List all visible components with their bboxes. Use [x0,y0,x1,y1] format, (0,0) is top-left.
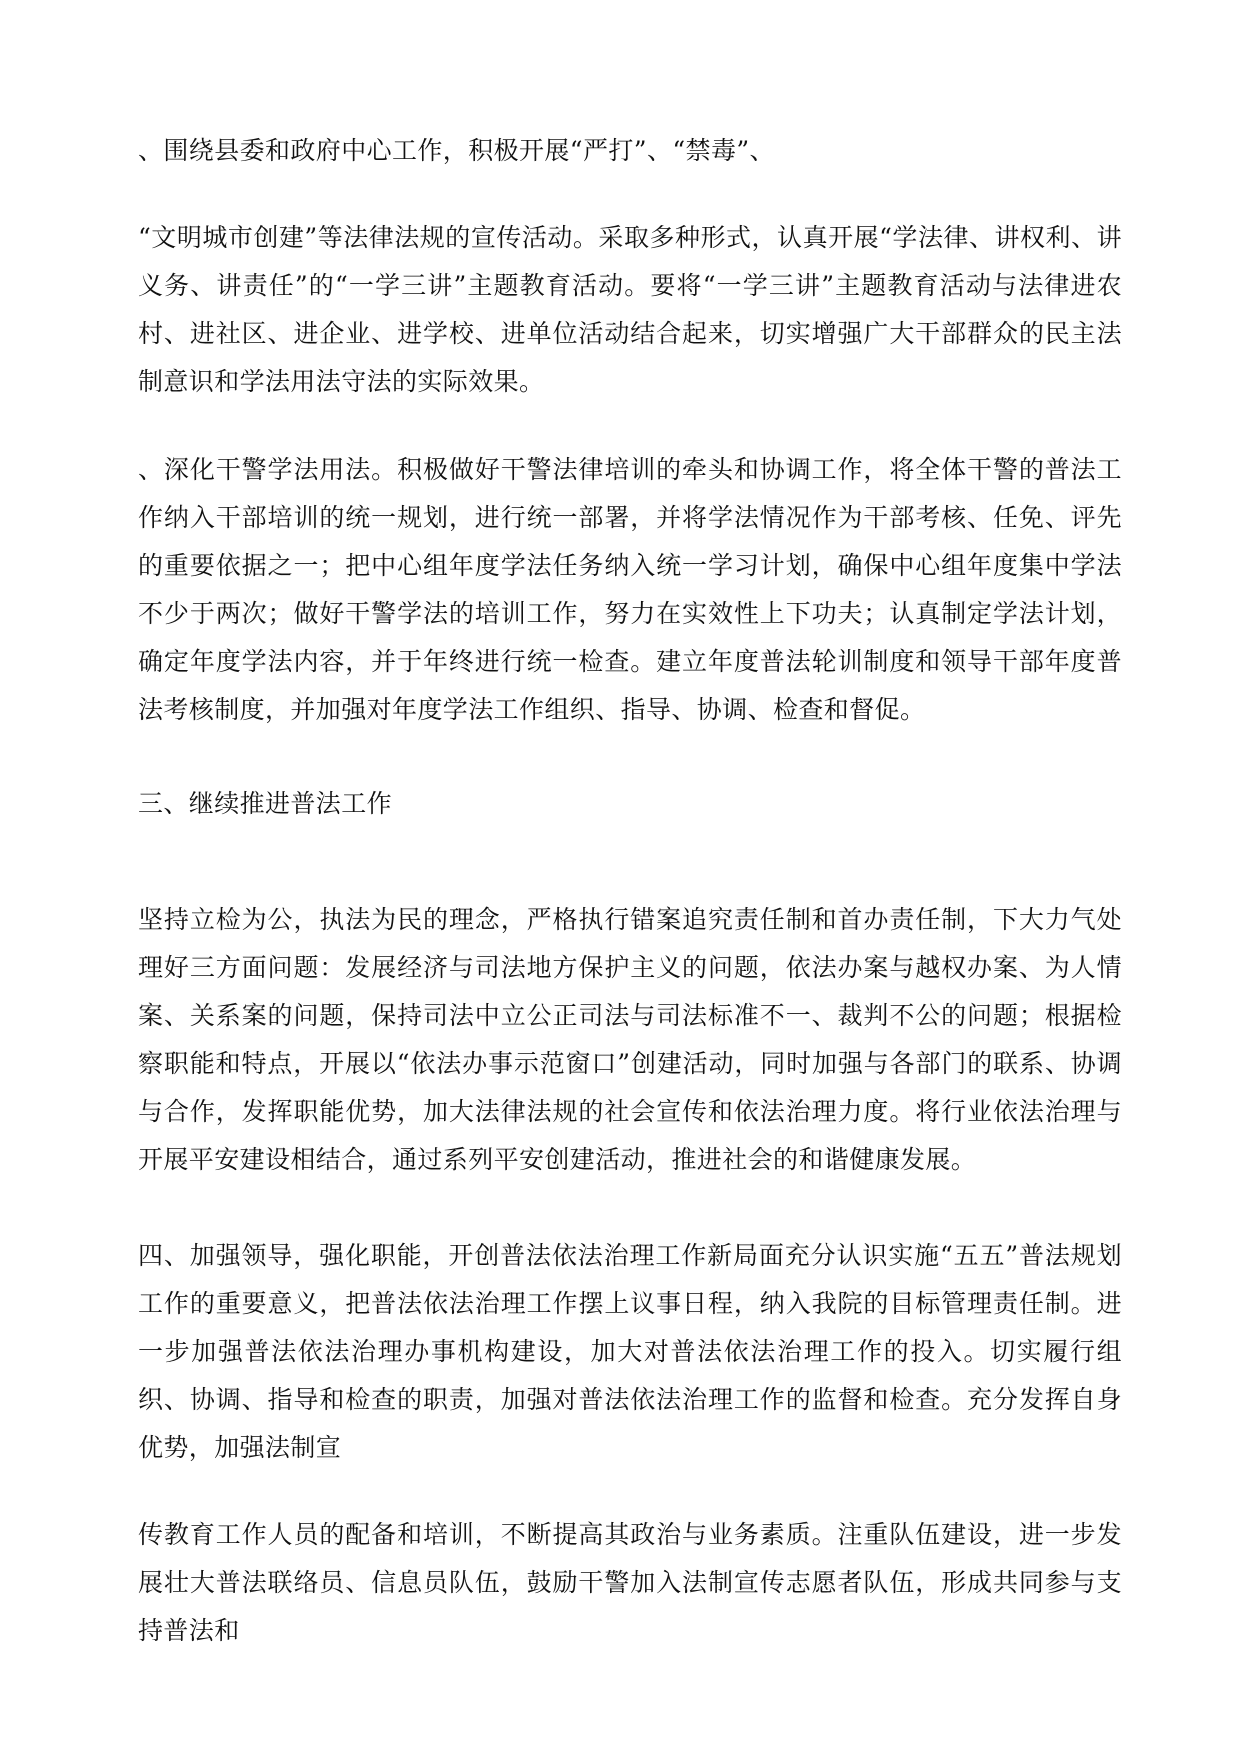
paragraph-2-text: “文明城市创建”等法律法规的宣传活动。采取多种形式，认真开展“学法律、讲权利、讲义务、讲责任”的“一学三讲”主题教育活动。要将“一学三讲”主题教育活动与法律进农村、进社区、进企业、进学校、进单位活动结合起来，切实增强广大干部群众的民主法制意识和学法用法守法的实际效果。 [138,223,1122,396]
paragraph-1 [138,127,1122,175]
paragraph-2 [138,214,1122,406]
paragraph-7 [138,1511,1122,1655]
paragraph-3 [138,446,1122,734]
paragraph-6 [138,1232,1122,1472]
paragraph-1-text: 、围绕县委和政府中心工作，积极开展“严打”、“禁毒”、 [138,136,775,165]
section-heading-3 [138,780,1122,828]
section-heading-3-text: 三、继续推进普法工作 [138,789,393,818]
paragraph-3-text: 、深化干警学法用法。积极做好干警法律培训的牵头和协调工作，将全体干警的普法工作纳入干部培训的统一规划，进行统一部署，并将学法情况作为干部考核、任免、评先的重要依据之一；把中心组年度学法任务纳入统一学习计划，确保中心组年度集中学法不少于两次；做好干警学法的培训工作，努力在实效性上下功夫；认真制定学法计划，确定年度学法内容，并于年终进行统一检查。建立年度普法轮训制度和领导干部年度普法考核制度，并加强对年度学法工作组织、指导、协调、检查和督促。 [138,455,1122,724]
paragraph-7-text: 传教育工作人员的配备和培训，不断提高其政治与业务素质。注重队伍建设，进一步发展壮大普法联络员、信息员队伍，鼓励干警加入法制宣传志愿者队伍，形成共同参与支持普法和 [138,1520,1122,1645]
paragraph-5 [138,896,1122,1184]
paragraph-6-text: 充分认识实施“五五”普法规划工作的重要意义，把普法依法治理工作摆上议事日程，纳入我院的目标管理责任制。进一步加强普法依法治理办事机构建设，加大对普法依法治理工作的投入。切实履行组织、协调、指导和检查的职责，加强对普法依法治理工作的监督和检查。充分发挥自身优势，加强法制宣 [138,1241,1122,1462]
section-heading-4-text: 四、加强领导，强化职能，开创普法依法治理工作新局面 [138,1241,785,1270]
paragraph-5-text: 坚持立检为公，执法为民的理念，严格执行错案追究责任制和首办责任制，下大力气处理好三方面问题：发展经济与司法地方保护主义的问题，依法办案与越权办案、为人情案、关系案的问题，保持司法中立公正司法与司法标准不一、裁判不公的问题；根据检察职能和特点，开展以“依法办事示范窗口”创建活动，同时加强与各部门的联系、协调与合作，发挥职能优势，加大法律法规的社会宣传和依法治理力度。将行业依法治理与开展平安建设相结合，通过系列平安创建活动，推进社会的和谐健康发展。 [138,905,1122,1174]
